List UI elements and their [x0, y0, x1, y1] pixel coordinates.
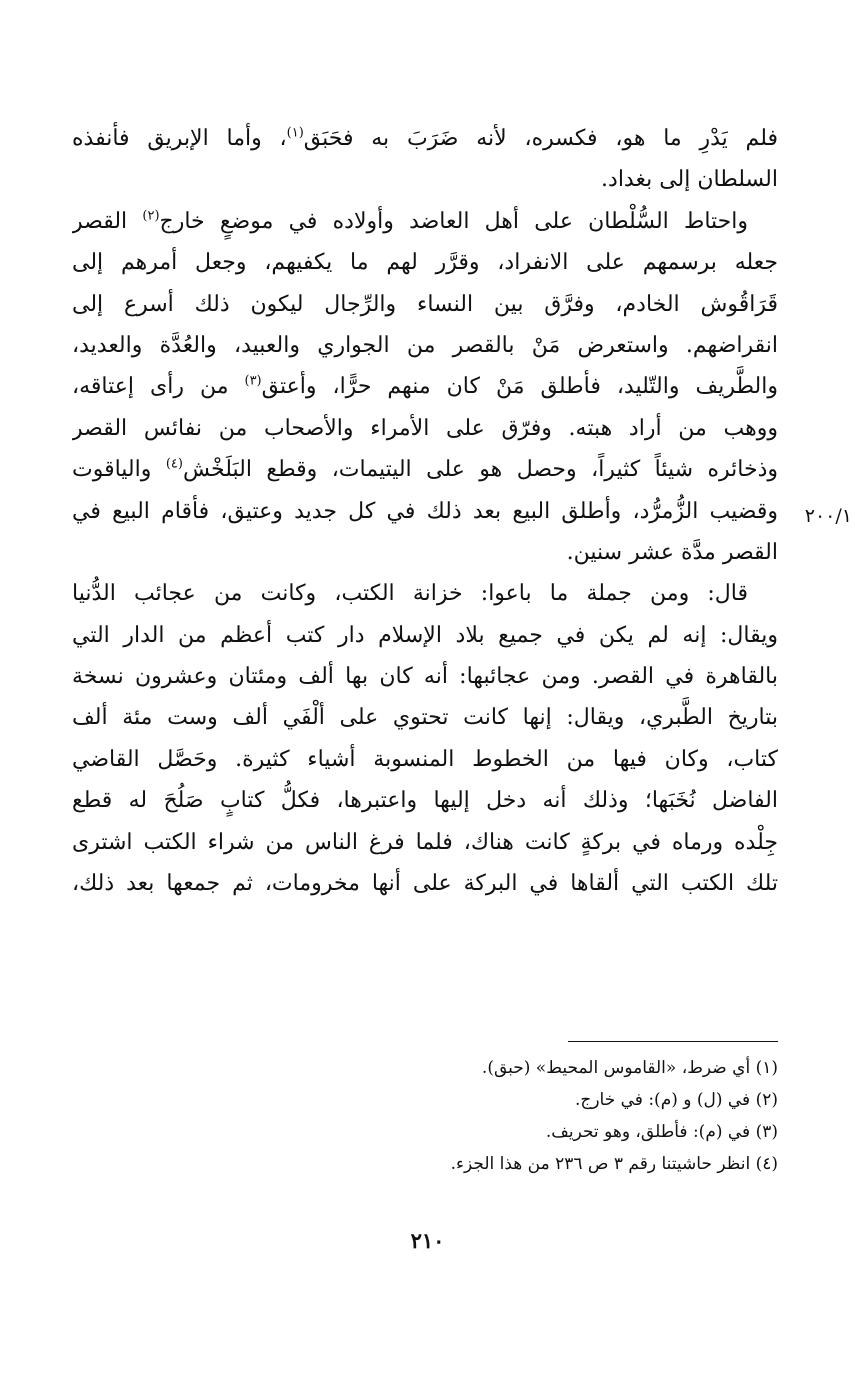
- text-line-9: وذخائره شيئاً كثيراً، وحصل هو على اليتيمات، وقطع البَلَخْش$^{(٤)}$ والياقوت: [72, 456, 778, 483]
- text-line-6: انقراضهم. واستعرض مَنْ بالقصر من الجواري والعبيد، والعُدَّة والعديد،: [72, 332, 778, 358]
- text-line-19: تلك الكتب التي ألقاها في البركة على أنها مخرومات، ثم جمعها بعد ذلك،: [72, 871, 778, 897]
- footnote-4: (٤) انظر حاشيتنا رقم ٣ ص ٢٣٦ من هذا الجزء.: [450, 1154, 778, 1174]
- text-line-4: جعله برسمهم على الانفراد، وقرَّر لهم ما يكفيهم، وجعل أمرهم إلى: [72, 250, 778, 276]
- footnote-3: (٣) في (م): فأطلق، وهو تحريف.: [545, 1122, 778, 1142]
- footnote-marker-1: (١): [286, 125, 304, 141]
- text-line-7: والطَّريف والتّليد، فأطلق مَنْ كان منهم حرًّا، وأعتق$^{(٣)}$ من رأى إعتاقه،: [72, 374, 778, 400]
- main-text-block: [72, 118, 778, 904]
- text-line-18: جِلْده ورماه في بركةٍ كانت هناك، فلما فرغ الناس من شراء الكتب اشترى: [72, 829, 778, 855]
- footnote-2: (٢) في (ل) و (م): في خارج.: [574, 1090, 778, 1110]
- text-line-1: فلم يَدْرِ ما هو، فكسره، لأنه ضَرَبَ به فحَبَق$^{(١)}$، وأما الإبريق فأنفذه: [72, 125, 778, 151]
- footnotes: [72, 1052, 778, 1180]
- text-line-8: ووهب من أراد هبته. وفرّق على الأمراء والأصحاب من نفائس القصر: [72, 415, 778, 441]
- footnote-separator: [568, 1041, 778, 1042]
- text-line-5: قَرَاقُوش الخادم، وفرَّق بين النساء والرِّجال ليكون ذلك أسرع إلى: [72, 291, 778, 317]
- text-line-2: السلطان إلى بغداد.: [601, 167, 778, 193]
- footnote-1: (١) أي ضرط، «القاموس المحيط» (حبق).: [481, 1058, 778, 1078]
- text-line-17: الفاضل نُخَبَها؛ وذلك أنه دخل إليها واعتبرها، فكلُّ كتابٍ صَلُحَ له قطع: [72, 788, 778, 814]
- text-line-15: بتاريخ الطَّبري، ويقال: إنها كانت تحتوي على ألْفَي ألف وست مئة ألف: [72, 705, 778, 731]
- page-number: ٢١٠: [410, 1228, 445, 1253]
- text-line-14: بالقاهرة في القصر. ومن عجائبها: أنه كان بها ألف ومئتان وعشرون نسخة: [72, 664, 778, 690]
- footnote-marker-3: (٣): [244, 374, 262, 390]
- text-line-13: ويقال: إنه لم يكن في جميع بلاد الإسلام دار كتب أعظم من الدار التي: [72, 622, 778, 648]
- footnote-marker-2: (٢): [142, 208, 160, 224]
- footnote-marker-4: (٤): [165, 456, 183, 472]
- text-line-16: كتاب، وكان فيها من الخطوط المنسوبة أشياء كثيرة. وحَصَّل القاضي: [72, 746, 778, 772]
- margin-reference: ٢٠٠/١: [804, 505, 852, 527]
- text-line-3: واحتاط السُّلْطان على أهل العاضد وأولاده في موضعٍ خارج$^{(٢)}$ القصر: [72, 208, 749, 234]
- text-line-11: القصر مدَّة عشر سنين.: [566, 539, 778, 565]
- text-line-12: قال: ومن جملة ما باعوا: خزانة الكتب، وكانت من عجائب الدُّنيا: [72, 581, 748, 607]
- text-line-10: وقضيب الزُّمرُّد، وأطلق البيع بعد ذلك في كل جديد وعتيق، فأقام البيع في: [72, 498, 778, 524]
